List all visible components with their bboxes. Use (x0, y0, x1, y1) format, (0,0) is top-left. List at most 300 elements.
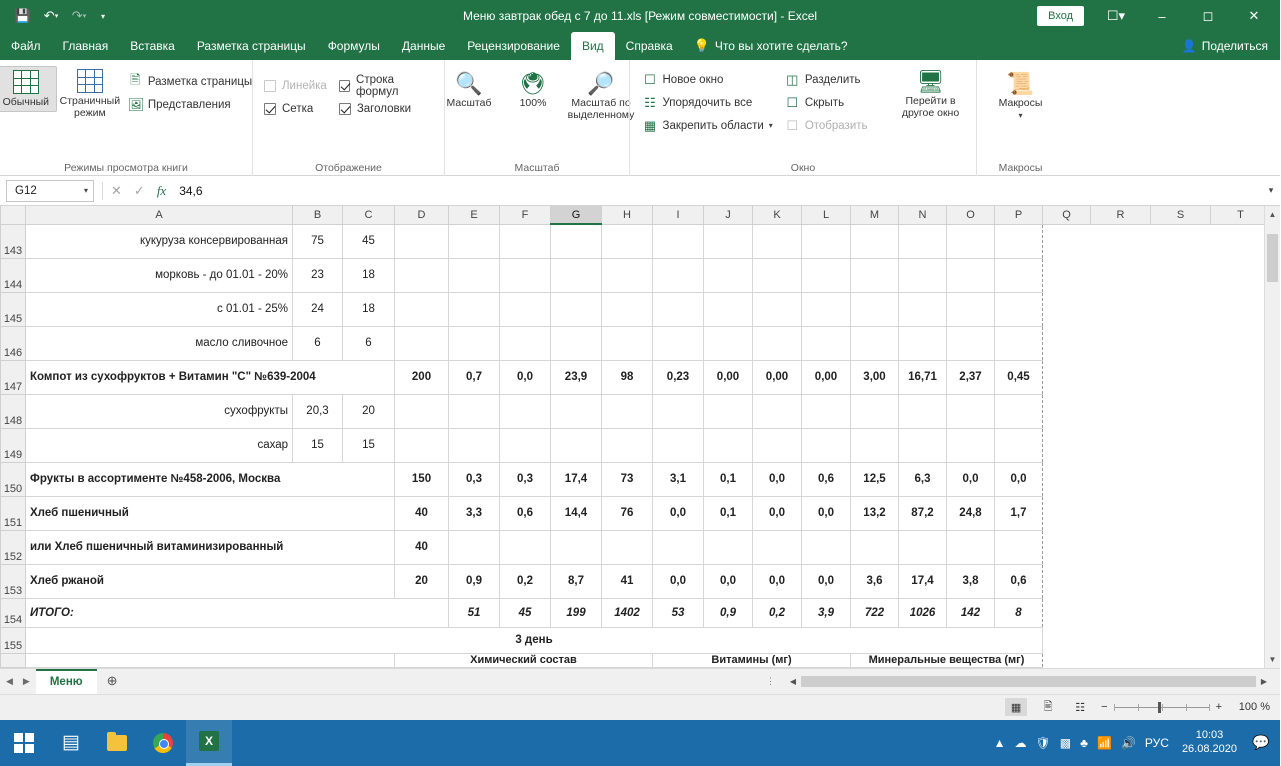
cell-P151[interactable]: 1,7 (995, 496, 1043, 530)
cell-S150[interactable] (1151, 462, 1211, 496)
notifications-icon[interactable]: 💬 (1252, 734, 1270, 750)
cell-G149[interactable] (551, 428, 602, 462)
app-icon[interactable]: ▩ (1059, 735, 1072, 750)
cell-G153[interactable]: 8,7 (551, 564, 602, 598)
row-header-153[interactable]: 153 (1, 564, 26, 598)
task-view-icon[interactable]: ▤ (62, 732, 80, 753)
cell-I151[interactable]: 0,0 (653, 496, 704, 530)
cell-J145[interactable] (704, 292, 753, 326)
cell-H145[interactable] (602, 292, 653, 326)
row-header-143[interactable]: 143 (1, 224, 26, 258)
excel-icon[interactable]: X (186, 720, 232, 766)
cell-T154[interactable] (1211, 598, 1271, 627)
cell-A144[interactable]: морковь - до 01.01 - 20% (26, 258, 293, 292)
column-header-L[interactable]: L (802, 206, 851, 224)
cell-T150[interactable] (1211, 462, 1271, 496)
column-header-Q[interactable]: Q (1043, 206, 1091, 224)
first-sheet-icon[interactable]: ◀ (6, 675, 13, 686)
cell-A150[interactable]: Фрукты в ассортименте №458-2006, Москва (26, 462, 395, 496)
cell-F147[interactable]: 0,0 (500, 360, 551, 394)
cell-M156[interactable]: Минеральные вещества (мг) (851, 653, 1043, 667)
zoom-out-icon[interactable]: − (1101, 701, 1108, 713)
cell-N147[interactable]: 16,71 (899, 360, 947, 394)
cell-Q151[interactable] (1043, 496, 1091, 530)
next-sheet-icon[interactable]: ▶ (22, 675, 30, 686)
cell-O148[interactable] (947, 394, 995, 428)
cell-T146[interactable] (1211, 326, 1271, 360)
page-break-view-icon[interactable]: ☷ (1075, 701, 1086, 714)
cell-M151[interactable]: 13,2 (851, 496, 899, 530)
cell-G146[interactable] (551, 326, 602, 360)
cell-L145[interactable] (802, 292, 851, 326)
tab-data[interactable]: Данные (401, 39, 446, 53)
zoom-button[interactable] (438, 70, 500, 112)
cell-F153[interactable]: 0,2 (500, 564, 551, 598)
cell-M146[interactable] (851, 326, 899, 360)
cell-I144[interactable] (653, 258, 704, 292)
cell-Q156[interactable] (1043, 653, 1091, 667)
cell-O152[interactable] (947, 530, 995, 564)
cell-Q149[interactable] (1043, 428, 1091, 462)
custom-views-button[interactable] (123, 93, 257, 116)
cell-K149[interactable] (753, 428, 802, 462)
sign-in-button[interactable]: Вход (1037, 6, 1084, 26)
cell-L144[interactable] (802, 258, 851, 292)
select-all-button[interactable] (1, 206, 26, 224)
cell-D145[interactable] (395, 292, 449, 326)
cell-D153[interactable]: 20 (395, 564, 449, 598)
cell-A154[interactable]: ИТОГО: (26, 598, 449, 627)
cell-N151[interactable]: 87,2 (899, 496, 947, 530)
cell-E148[interactable] (449, 394, 500, 428)
cell-N143[interactable] (899, 224, 947, 258)
zoom-100-button[interactable] (502, 70, 564, 112)
cell-D149[interactable] (395, 428, 449, 462)
language-indicator[interactable]: РУС (1144, 735, 1169, 750)
tab-page-layout[interactable]: Разметка страницы (196, 39, 306, 53)
cell-K146[interactable] (753, 326, 802, 360)
cell-E143[interactable] (449, 224, 500, 258)
volume-icon[interactable]: 🔊 (1120, 735, 1136, 750)
cell-R152[interactable] (1091, 530, 1151, 564)
cell-H143[interactable] (602, 224, 653, 258)
row-header-149[interactable]: 149 (1, 428, 26, 462)
cell-M153[interactable]: 3,6 (851, 564, 899, 598)
column-header-H[interactable]: H (602, 206, 653, 224)
fx-icon[interactable]: fx (156, 182, 167, 198)
cell-R144[interactable] (1091, 258, 1151, 292)
cell-P150[interactable]: 0,0 (995, 462, 1043, 496)
cell-E146[interactable] (449, 326, 500, 360)
cell-H146[interactable] (602, 326, 653, 360)
column-header-I[interactable]: I (653, 206, 704, 224)
cell-H151[interactable]: 76 (602, 496, 653, 530)
cell-Q153[interactable] (1043, 564, 1091, 598)
column-header-E[interactable]: E (449, 206, 500, 224)
cell-H153[interactable]: 41 (602, 564, 653, 598)
cell-H144[interactable] (602, 258, 653, 292)
file-explorer-icon[interactable] (94, 720, 140, 766)
cell-C145[interactable]: 18 (343, 292, 395, 326)
onedrive-icon[interactable]: ☁ (1014, 735, 1027, 750)
cell-T155[interactable] (1211, 627, 1271, 653)
cell-D144[interactable] (395, 258, 449, 292)
bluetooth-icon[interactable]: ♣ (1080, 735, 1088, 750)
cell-M149[interactable] (851, 428, 899, 462)
cell-E151[interactable]: 3,3 (449, 496, 500, 530)
column-header-O[interactable]: O (947, 206, 995, 224)
cell-L143[interactable] (802, 224, 851, 258)
cell-N146[interactable] (899, 326, 947, 360)
cell-F143[interactable] (500, 224, 551, 258)
cell-R153[interactable] (1091, 564, 1151, 598)
column-header-A[interactable]: A (26, 206, 293, 224)
cell-O143[interactable] (947, 224, 995, 258)
cell-K144[interactable] (753, 258, 802, 292)
cell-G151[interactable]: 14,4 (551, 496, 602, 530)
checkbox-gridlines[interactable] (259, 97, 332, 120)
cell-J151[interactable]: 0,1 (704, 496, 753, 530)
cell-B149[interactable]: 15 (293, 428, 343, 462)
cell-H148[interactable] (602, 394, 653, 428)
cell-S151[interactable] (1151, 496, 1211, 530)
column-header-M[interactable]: M (851, 206, 899, 224)
cell-J148[interactable] (704, 394, 753, 428)
cancel-icon[interactable]: ✕ (111, 182, 122, 198)
tab-formulas[interactable]: Формулы (327, 39, 380, 53)
cell-R154[interactable] (1091, 598, 1151, 627)
cell-N145[interactable] (899, 292, 947, 326)
scroll-right-icon[interactable]: ▶ (1260, 676, 1268, 686)
cell-S154[interactable] (1151, 598, 1211, 627)
cell-E145[interactable] (449, 292, 500, 326)
cell-L154[interactable]: 3,9 (802, 598, 851, 627)
cell-A146[interactable]: масло сливочное (26, 326, 293, 360)
cell-H147[interactable]: 98 (602, 360, 653, 394)
cell-Q144[interactable] (1043, 258, 1091, 292)
cell-I146[interactable] (653, 326, 704, 360)
cell-N152[interactable] (899, 530, 947, 564)
cell-T145[interactable] (1211, 292, 1271, 326)
cell-P147[interactable]: 0,45 (995, 360, 1043, 394)
cell-F144[interactable] (500, 258, 551, 292)
cell-M143[interactable] (851, 224, 899, 258)
cell-E153[interactable]: 0,9 (449, 564, 500, 598)
chrome-icon[interactable] (140, 720, 186, 766)
cell-C148[interactable]: 20 (343, 394, 395, 428)
view-page-layout-button[interactable] (123, 70, 257, 93)
horizontal-scroll-thumb[interactable] (801, 676, 1256, 687)
cell-R151[interactable] (1091, 496, 1151, 530)
zoom-to-selection-button[interactable] (566, 70, 636, 124)
cell-H154[interactable]: 1402 (602, 598, 653, 627)
row-header-150[interactable]: 150 (1, 462, 26, 496)
undo-icon[interactable]: ↶ ▾ (43, 8, 59, 23)
formula-input[interactable]: 34,6 (179, 183, 203, 198)
cell-B143[interactable]: 75 (293, 224, 343, 258)
chevron-up-icon[interactable]: ▲ (993, 735, 1006, 750)
cell-R146[interactable] (1091, 326, 1151, 360)
cell-I152[interactable] (653, 530, 704, 564)
cell-K151[interactable]: 0,0 (753, 496, 802, 530)
cell-Q145[interactable] (1043, 292, 1091, 326)
cell-S148[interactable] (1151, 394, 1211, 428)
cell-E147[interactable]: 0,7 (449, 360, 500, 394)
share-button[interactable]: Поделиться (1201, 39, 1268, 53)
split-button[interactable] (780, 68, 873, 91)
arrange-all-button[interactable] (638, 91, 778, 114)
new-window-button[interactable] (638, 68, 778, 91)
shield-icon[interactable]: 🛡 (1035, 735, 1051, 750)
column-header-T[interactable]: T (1211, 206, 1271, 224)
checkbox-formula-bar[interactable] (334, 74, 438, 97)
cell-G145[interactable] (551, 292, 602, 326)
restore-button[interactable]: ◻ (1202, 8, 1214, 23)
cell-B148[interactable]: 20,3 (293, 394, 343, 428)
cell-P145[interactable] (995, 292, 1043, 326)
cell-O147[interactable]: 2,37 (947, 360, 995, 394)
cell-E149[interactable] (449, 428, 500, 462)
cell-O146[interactable] (947, 326, 995, 360)
cell-Q147[interactable] (1043, 360, 1091, 394)
cell-L147[interactable]: 0,00 (802, 360, 851, 394)
cell-N148[interactable] (899, 394, 947, 428)
cell-I147[interactable]: 0,23 (653, 360, 704, 394)
cell-D156[interactable]: Химический состав (395, 653, 653, 667)
cell-L150[interactable]: 0,6 (802, 462, 851, 496)
cell-T149[interactable] (1211, 428, 1271, 462)
cell-F151[interactable]: 0,6 (500, 496, 551, 530)
cell-F152[interactable] (500, 530, 551, 564)
cell-G154[interactable]: 199 (551, 598, 602, 627)
tab-review[interactable]: Рецензирование (467, 39, 560, 53)
cell-S144[interactable] (1151, 258, 1211, 292)
cell-M154[interactable]: 722 (851, 598, 899, 627)
normal-view-icon[interactable]: ▦ (1005, 698, 1027, 716)
scroll-up-icon[interactable]: ▲ (1268, 209, 1277, 219)
cell-I154[interactable]: 53 (653, 598, 704, 627)
cell-P144[interactable] (995, 258, 1043, 292)
split-handle[interactable]: ⋮ (766, 675, 775, 686)
zoom-level[interactable]: 100 % (1238, 701, 1270, 713)
row-header-152[interactable]: 152 (1, 530, 26, 564)
column-header-F[interactable]: F (500, 206, 551, 224)
column-header-D[interactable]: D (395, 206, 449, 224)
cell-P153[interactable]: 0,6 (995, 564, 1043, 598)
cell-H152[interactable] (602, 530, 653, 564)
cell-D150[interactable]: 150 (395, 462, 449, 496)
cell-G150[interactable]: 17,4 (551, 462, 602, 496)
redo-icon[interactable]: ↷ ▾ (71, 8, 87, 23)
cell-Q148[interactable] (1043, 394, 1091, 428)
tab-home[interactable]: Главная (62, 39, 109, 53)
cell-L153[interactable]: 0,0 (802, 564, 851, 598)
cell-I145[interactable] (653, 292, 704, 326)
cell-L152[interactable] (802, 530, 851, 564)
switch-windows-button[interactable] (893, 68, 969, 122)
cell-L148[interactable] (802, 394, 851, 428)
clock[interactable] (1178, 729, 1241, 757)
cell-I149[interactable] (653, 428, 704, 462)
cell-Q154[interactable] (1043, 598, 1091, 627)
cell-O150[interactable]: 0,0 (947, 462, 995, 496)
ribbon-display-options-icon[interactable]: ☐▾ (1106, 8, 1126, 23)
freeze-panes-button[interactable] (638, 114, 778, 137)
cell-I148[interactable] (653, 394, 704, 428)
cell-B144[interactable]: 23 (293, 258, 343, 292)
cell-F148[interactable] (500, 394, 551, 428)
cell-J146[interactable] (704, 326, 753, 360)
cell-J152[interactable] (704, 530, 753, 564)
minimize-button[interactable]: – (1158, 8, 1166, 24)
cell-Q155[interactable] (1043, 627, 1091, 653)
cell-O145[interactable] (947, 292, 995, 326)
cell-G144[interactable] (551, 258, 602, 292)
hide-window-button[interactable] (780, 91, 873, 114)
cell-N149[interactable] (899, 428, 947, 462)
column-header-B[interactable]: B (293, 206, 343, 224)
tab-help[interactable]: Справка (625, 39, 673, 53)
macros-chevron-down-icon[interactable]: ▾ (1018, 111, 1023, 121)
cell-B146[interactable]: 6 (293, 326, 343, 360)
cell-E144[interactable] (449, 258, 500, 292)
cell-N153[interactable]: 17,4 (899, 564, 947, 598)
formula-bar-expand-icon[interactable]: ▾ (1268, 185, 1274, 195)
cell-J149[interactable] (704, 428, 753, 462)
cell-F150[interactable]: 0,3 (500, 462, 551, 496)
cell-D146[interactable] (395, 326, 449, 360)
cell-A151[interactable]: Хлеб пшеничный (26, 496, 395, 530)
cell-A149[interactable]: сахар (26, 428, 293, 462)
cell-O154[interactable]: 142 (947, 598, 995, 627)
macros-button[interactable] (985, 70, 1057, 123)
sheet-tab-menu[interactable]: Меню (36, 669, 97, 694)
cell-C149[interactable]: 15 (343, 428, 395, 462)
cell-L146[interactable] (802, 326, 851, 360)
cell-A152[interactable]: или Хлеб пшеничный витаминизированный (26, 530, 395, 564)
close-button[interactable]: ✕ (1248, 8, 1260, 23)
tab-view[interactable]: Вид (571, 32, 615, 60)
cell-J150[interactable]: 0,1 (704, 462, 753, 496)
cell-M150[interactable]: 12,5 (851, 462, 899, 496)
cell-S147[interactable] (1151, 360, 1211, 394)
zoom-thumb[interactable] (1158, 702, 1161, 713)
cell-J143[interactable] (704, 224, 753, 258)
page-layout-view-icon[interactable]: 🖹 (1043, 700, 1053, 713)
cell-C144[interactable]: 18 (343, 258, 395, 292)
tab-file[interactable]: Файл (11, 39, 41, 53)
cell-C143[interactable]: 45 (343, 224, 395, 258)
cell-Q146[interactable] (1043, 326, 1091, 360)
cell-L151[interactable]: 0,0 (802, 496, 851, 530)
column-header-R[interactable]: R (1091, 206, 1151, 224)
cell-O153[interactable]: 3,8 (947, 564, 995, 598)
cell-S143[interactable] (1151, 224, 1211, 258)
cell-O144[interactable] (947, 258, 995, 292)
cell-K145[interactable] (753, 292, 802, 326)
cell-I153[interactable]: 0,0 (653, 564, 704, 598)
cell-G147[interactable]: 23,9 (551, 360, 602, 394)
cell-M148[interactable] (851, 394, 899, 428)
zoom-track[interactable] (1114, 707, 1210, 708)
cell-O149[interactable] (947, 428, 995, 462)
cell-I150[interactable]: 3,1 (653, 462, 704, 496)
cell-R147[interactable] (1091, 360, 1151, 394)
cell-I156[interactable]: Витамины (мг) (653, 653, 851, 667)
cell-L149[interactable] (802, 428, 851, 462)
view-normal-button[interactable] (0, 66, 57, 112)
cell-S155[interactable] (1151, 627, 1211, 653)
cell-R150[interactable] (1091, 462, 1151, 496)
cell-S152[interactable] (1151, 530, 1211, 564)
save-icon[interactable]: 💾 (14, 8, 32, 23)
cell-S156[interactable] (1151, 653, 1211, 667)
cell-D151[interactable]: 40 (395, 496, 449, 530)
cell-F154[interactable]: 45 (500, 598, 551, 627)
cell-E154[interactable]: 51 (449, 598, 500, 627)
cell-Q150[interactable] (1043, 462, 1091, 496)
cell-J154[interactable]: 0,9 (704, 598, 753, 627)
cell-T152[interactable] (1211, 530, 1271, 564)
column-header-P[interactable]: P (995, 206, 1043, 224)
cell-G152[interactable] (551, 530, 602, 564)
cell-F149[interactable] (500, 428, 551, 462)
column-header-C[interactable]: C (343, 206, 395, 224)
cell-E152[interactable] (449, 530, 500, 564)
cell-K152[interactable] (753, 530, 802, 564)
cell-P143[interactable] (995, 224, 1043, 258)
row-header-144[interactable]: 144 (1, 258, 26, 292)
cell-S153[interactable] (1151, 564, 1211, 598)
cell-T153[interactable] (1211, 564, 1271, 598)
cell-D152[interactable]: 40 (395, 530, 449, 564)
cell-P152[interactable] (995, 530, 1043, 564)
cell-K150[interactable]: 0,0 (753, 462, 802, 496)
row-header-148[interactable]: 148 (1, 394, 26, 428)
cell-K143[interactable] (753, 224, 802, 258)
cell-J153[interactable]: 0,0 (704, 564, 753, 598)
cell-N144[interactable] (899, 258, 947, 292)
cell-P146[interactable] (995, 326, 1043, 360)
cell-P148[interactable] (995, 394, 1043, 428)
cell-R143[interactable] (1091, 224, 1151, 258)
view-page-break-button[interactable] (59, 66, 121, 122)
cell-Q152[interactable] (1043, 530, 1091, 564)
confirm-icon[interactable]: ✓ (133, 182, 145, 198)
cell-H149[interactable] (602, 428, 653, 462)
zoom-slider[interactable] (1101, 701, 1222, 713)
customize-qat-icon[interactable]: ▾ (100, 11, 105, 21)
cell-K148[interactable] (753, 394, 802, 428)
cell-D148[interactable] (395, 394, 449, 428)
cell-P149[interactable] (995, 428, 1043, 462)
row-header-155[interactable]: 155 (1, 627, 26, 653)
cell-J147[interactable]: 0,00 (704, 360, 753, 394)
row-header-145[interactable]: 145 (1, 292, 26, 326)
column-header-K[interactable]: K (753, 206, 802, 224)
row-header-154[interactable]: 154 (1, 598, 26, 627)
vertical-scroll-thumb[interactable] (1267, 234, 1278, 282)
cell-S145[interactable] (1151, 292, 1211, 326)
cell-G148[interactable] (551, 394, 602, 428)
cell-A147[interactable]: Компот из сухофруктов + Витамин "С" №639-2004 (26, 360, 395, 394)
cell-M152[interactable] (851, 530, 899, 564)
cell-F145[interactable] (500, 292, 551, 326)
cell-T156[interactable] (1211, 653, 1271, 667)
column-header-N[interactable]: N (899, 206, 947, 224)
cell-T148[interactable] (1211, 394, 1271, 428)
cell-D147[interactable]: 200 (395, 360, 449, 394)
